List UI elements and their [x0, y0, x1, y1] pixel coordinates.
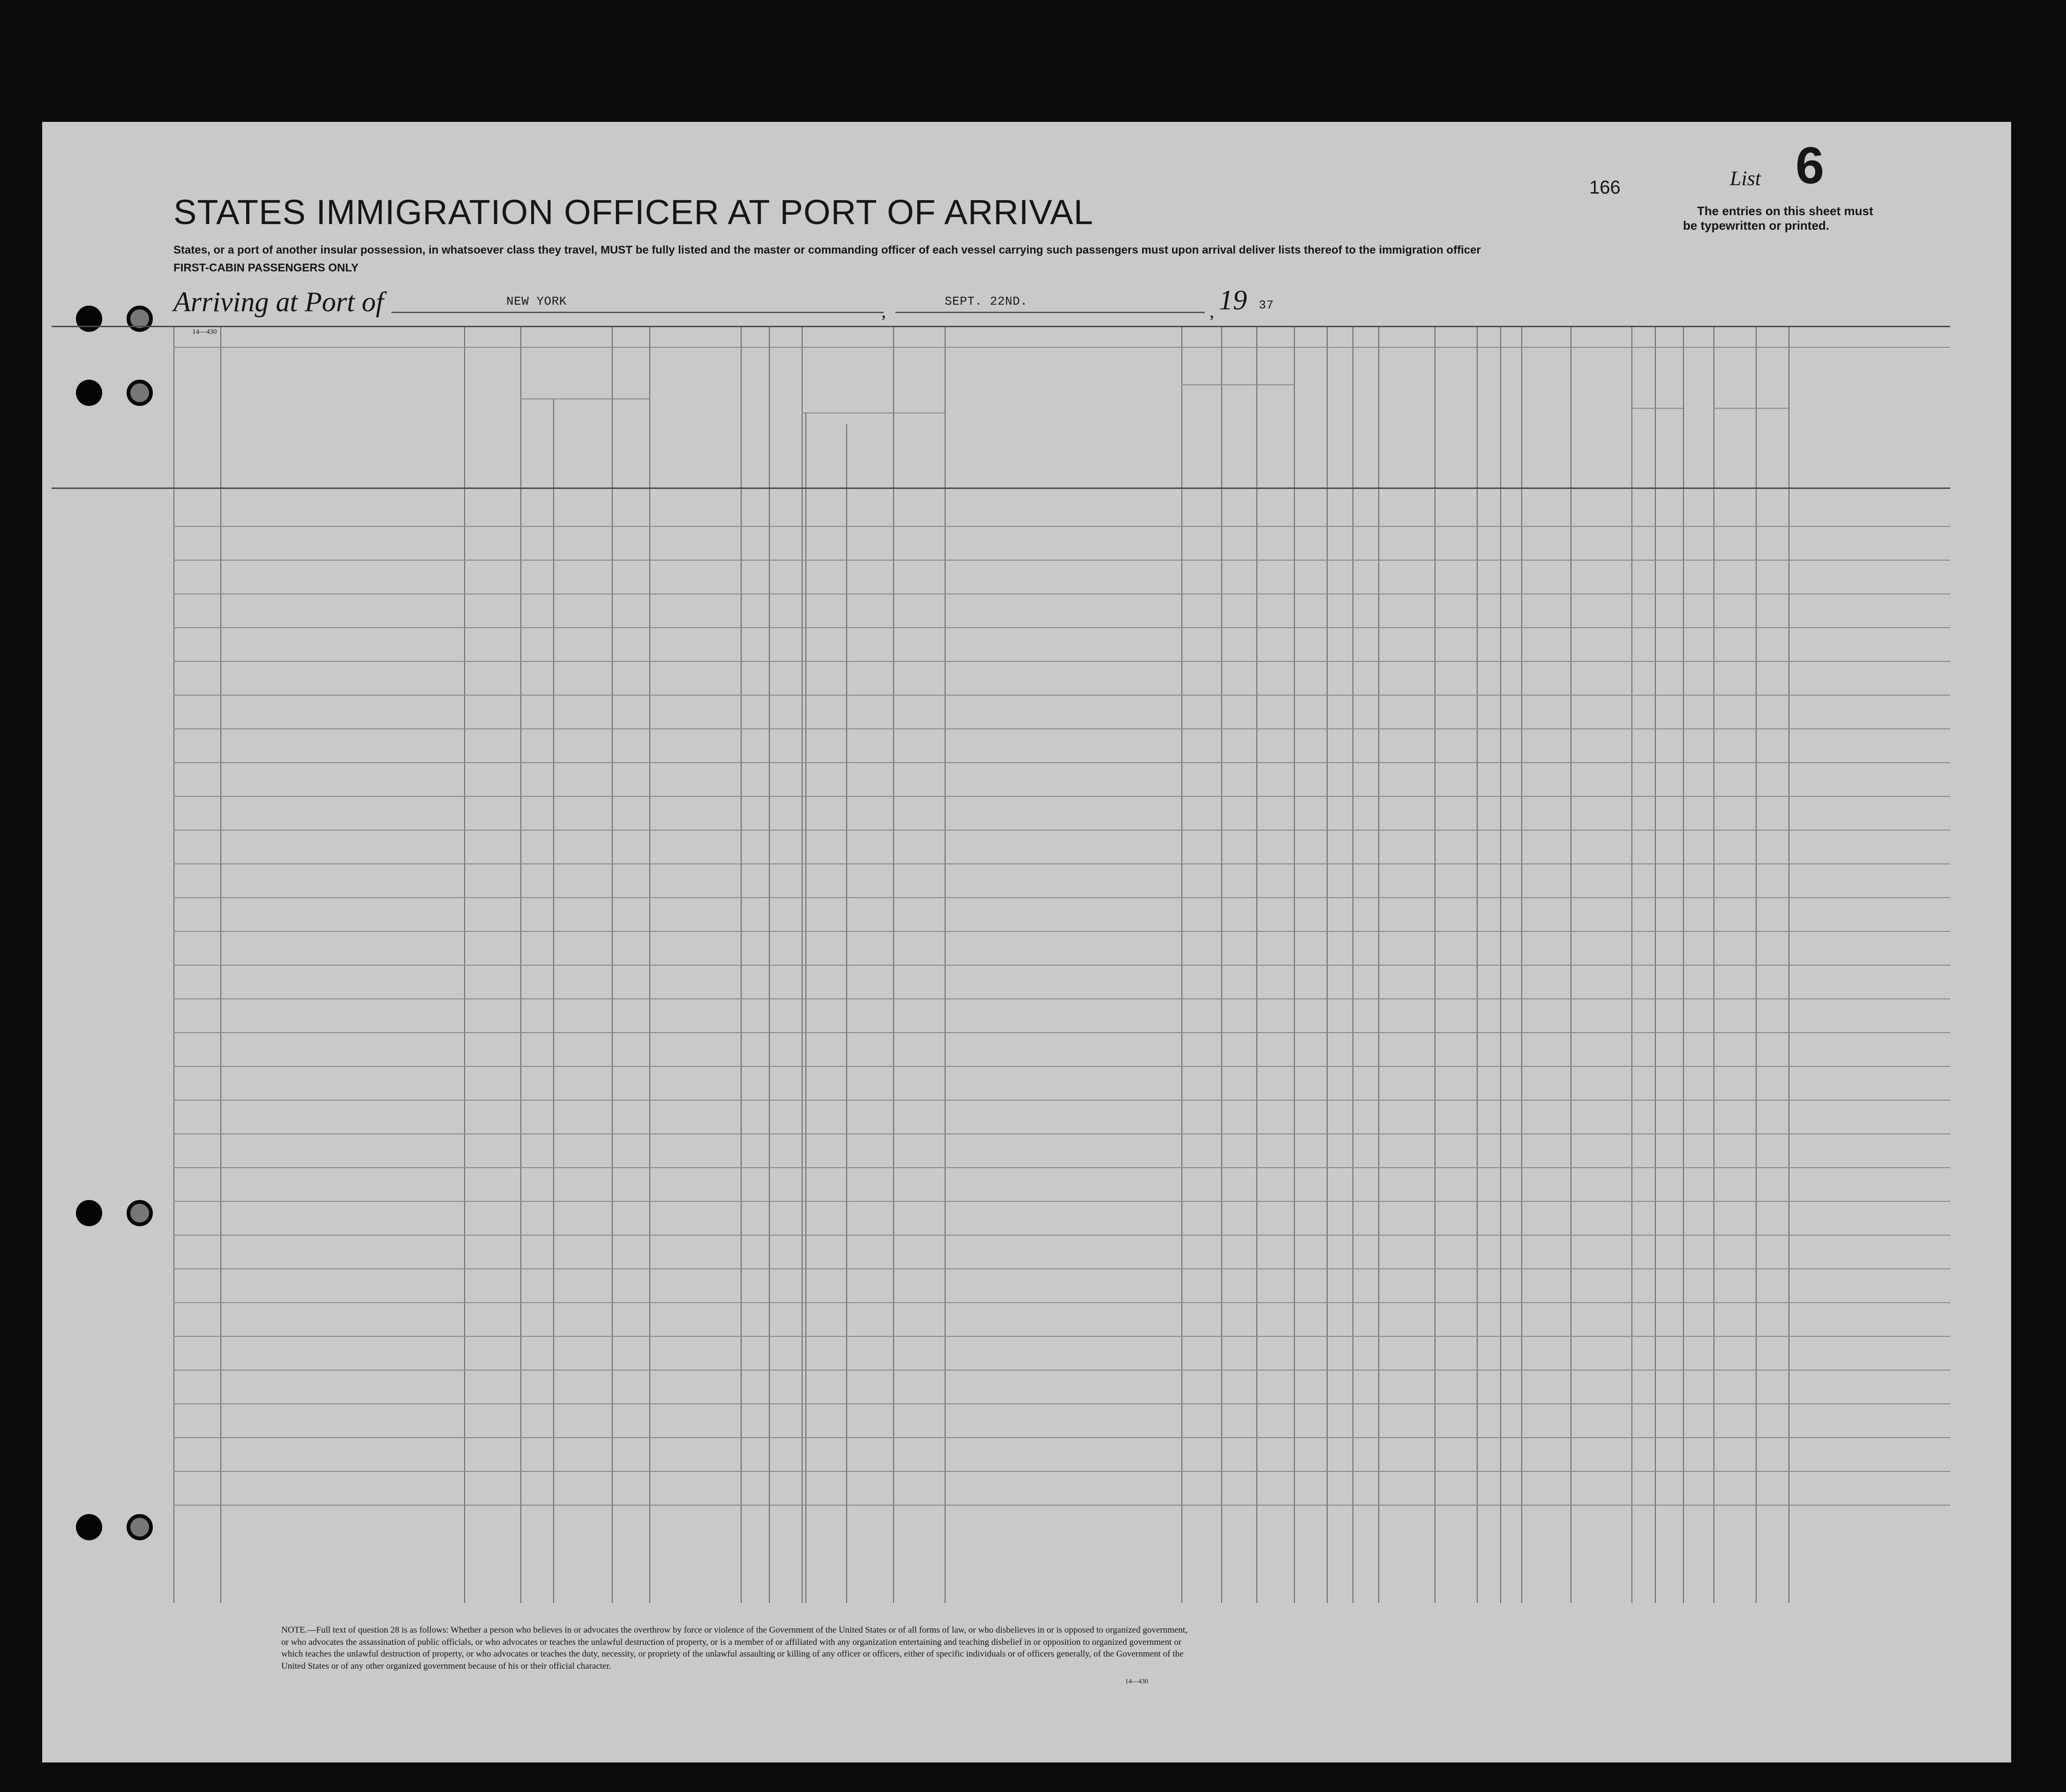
year-suffix: 37 [1259, 298, 1274, 312]
row-rule [173, 728, 1950, 729]
column-header-rotated [1221, 389, 1256, 485]
page-title: STATES IMMIGRATION OFFICER AT PORT OF ARRIVAL [173, 193, 1094, 232]
row-rule [173, 1505, 1950, 1506]
column-rule [553, 398, 554, 1603]
header-rule [1713, 408, 1788, 409]
form-code: 14—430 [1125, 1678, 1148, 1685]
row-rule [173, 627, 1950, 628]
column-header-money [769, 356, 802, 485]
page-edge [2011, 94, 2066, 1792]
instruction-line: States, or a port of another insular possession, in whatsoever class they travel, MUST be fully listed and the master or commanding officer of each vessel carrying such passengers must upon arrival deliver lists thereof to the immigration officer [173, 244, 1481, 256]
binder-hole [127, 1200, 153, 1226]
row-rule [173, 526, 1950, 527]
row-rule [173, 1133, 1950, 1134]
header-rule [1631, 408, 1683, 409]
row-rule [173, 1403, 1950, 1404]
row-rule [173, 796, 1950, 797]
column-rule [846, 424, 847, 1603]
row-rule [173, 1302, 1950, 1303]
header-rule [1181, 384, 1294, 385]
header-rule [173, 347, 1950, 348]
column-header-rotated [1378, 356, 1435, 485]
row-rule [173, 593, 1950, 594]
row-rule [173, 762, 1950, 763]
row-rule [173, 1100, 1950, 1101]
row-rule [173, 661, 1950, 662]
typewritten-note: The entries on this sheet must [1697, 204, 1873, 218]
row-rule [173, 1437, 1950, 1438]
row-rule [173, 863, 1950, 864]
row-rule [173, 897, 1950, 898]
row-rule [173, 965, 1950, 966]
list-label: List [1730, 167, 1761, 190]
column-header-ticket [649, 356, 741, 485]
row-rule [173, 1336, 1950, 1337]
table-top-rule [52, 326, 1950, 327]
column-header-rotated [1352, 356, 1378, 485]
footnote-question-28: NOTE.—Full text of question 28 is as follows: Whether a person who believes in or advocates the overthrow by force or violence of the Government of the United States or of all forms of law, or who disbelieves in or is opposed to organized government, or who advocates the assassination of public officials, or who advocates or teaches the unlawful destruction of property, or is a member of or affiliated with any organization entertaining and teaching disbelief in or opposition to organized government or which teaches the unlawful destruction of property, or who advocates or teaches the duty, necessity, or propriety of the unlawful assaulting or killing of any officer or officers, either of specific individuals or of officers generally, of the Government of the United States or of any other organized government because of his or their official character. [281, 1625, 1187, 1671]
column-header-rotated [1435, 356, 1477, 485]
row-rule [173, 560, 1950, 561]
arrival-date: SEPT. 22ND. [945, 294, 1028, 308]
header-rule [802, 412, 945, 413]
class-line: FIRST-CABIN PASSENGERS ONLY [173, 262, 359, 274]
manifest-sheet [42, 122, 2011, 1762]
row-rule [173, 931, 1950, 932]
port-underline [391, 312, 884, 313]
column-rule [805, 412, 806, 1603]
typewritten-note: be typewritten or printed. [1683, 218, 1830, 232]
row-rule [173, 1235, 1950, 1236]
row-rule [173, 1370, 1950, 1371]
page-number: 166 [1589, 177, 1621, 198]
row-rule [173, 1201, 1950, 1202]
row-rule [173, 1167, 1950, 1168]
row-rule [173, 998, 1950, 999]
list-number: 6 [1796, 137, 1825, 195]
column-header-rotated [1294, 356, 1327, 485]
column-header-rotated [1181, 389, 1221, 485]
row-rule [173, 1066, 1950, 1067]
binder-hole [127, 1514, 153, 1540]
binder-hole [76, 1200, 102, 1226]
binder-hole [76, 1514, 102, 1540]
binder-hole [76, 306, 102, 332]
row-rule [173, 1471, 1950, 1472]
column-header-rotated [1327, 356, 1352, 485]
column-header-rotated [1256, 389, 1294, 485]
port-name: NEW YORK [506, 294, 567, 308]
row-rule [173, 695, 1950, 696]
header-rule [520, 398, 649, 399]
date-underline [895, 312, 1205, 313]
row-rule [173, 1268, 1950, 1269]
column-header-rotated [1500, 356, 1521, 485]
row-rule [173, 1032, 1950, 1033]
row-rule [173, 830, 1950, 831]
column-header-rotated [1477, 356, 1500, 485]
arriving-label: Arriving at Port of [173, 286, 384, 317]
binder-hole [127, 306, 153, 332]
year-prefix: 19 [1219, 285, 1247, 315]
binder-hole [76, 380, 102, 406]
form-code: 14—430 [192, 328, 217, 336]
header-bottom-rule [52, 487, 1950, 489]
binder-hole [127, 380, 153, 406]
